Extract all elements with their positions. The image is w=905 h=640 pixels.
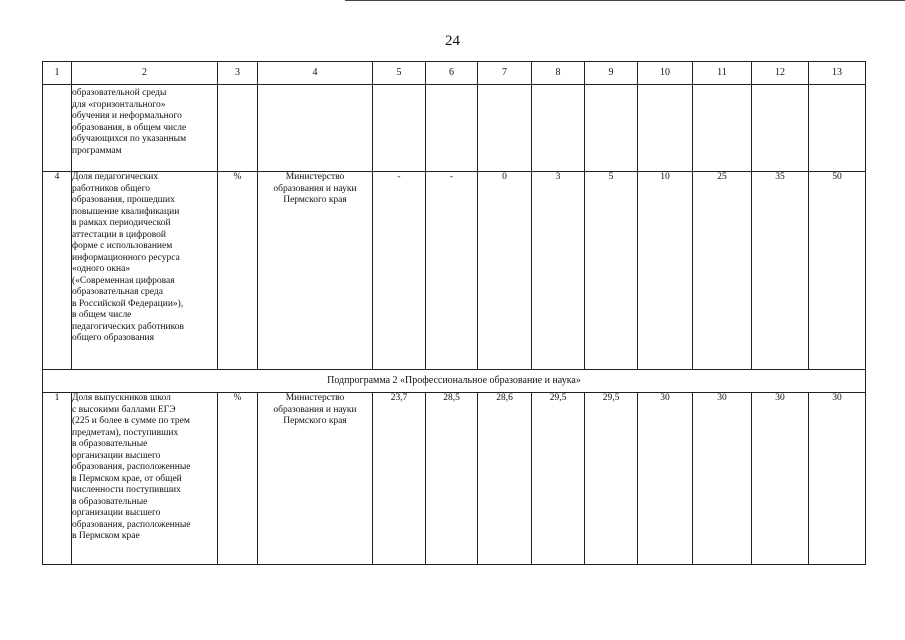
- table-row-indicator-4: [43, 172, 866, 370]
- value-cell: 23,7: [373, 393, 426, 565]
- value-cell: 10: [638, 172, 693, 370]
- cell-empty: [752, 85, 809, 172]
- indicator-name: Доля педагогических работников общего образования, прошедших повышение квалификации в рамках периодической аттестации в цифровой форме с использованием информационного ресурса «одного окна» («Современная цифровая образовательная среда в Российской Федерации»), в общем числе педагогических работников общего образования: [72, 172, 185, 343]
- unit-cell: %: [218, 393, 258, 565]
- cell-empty: [218, 85, 258, 172]
- cell-empty: [638, 85, 693, 172]
- executor-cell: [258, 393, 373, 565]
- column-number: 8: [532, 62, 585, 85]
- executor-name: Министерство образования и науки Пермского края: [273, 172, 357, 205]
- value-cell: 30: [638, 393, 693, 565]
- executor-cell: [258, 172, 373, 370]
- subprogram-title: Подпрограмма 2 «Профессиональное образование и наука»: [43, 370, 866, 393]
- column-number: 7: [478, 62, 532, 85]
- page-number: 24: [445, 33, 460, 49]
- cell-empty: [43, 85, 72, 172]
- column-number: 13: [809, 62, 866, 85]
- indicator-name-cell: [72, 172, 218, 370]
- cell-empty: [532, 85, 585, 172]
- column-number: 10: [638, 62, 693, 85]
- value-cell: 28,5: [426, 393, 478, 565]
- cell-empty: [373, 85, 426, 172]
- indicator-number: 4: [43, 172, 72, 370]
- cell-empty: [585, 85, 638, 172]
- indicator-number: 1: [43, 393, 72, 565]
- value-cell: 35: [752, 172, 809, 370]
- value-cell: 29,5: [585, 393, 638, 565]
- value-cell: 29,5: [532, 393, 585, 565]
- value-cell: 5: [585, 172, 638, 370]
- value-cell: 30: [693, 393, 752, 565]
- column-number: 5: [373, 62, 426, 85]
- value-cell: 0: [478, 172, 532, 370]
- value-cell: -: [426, 172, 478, 370]
- column-number: 4: [258, 62, 373, 85]
- cell-empty: [426, 85, 478, 172]
- value-cell: 50: [809, 172, 866, 370]
- column-number: 1: [43, 62, 72, 85]
- cell-empty: [478, 85, 532, 172]
- column-number: 12: [752, 62, 809, 85]
- table-row-indicator-1: [43, 393, 866, 565]
- column-number: 3: [218, 62, 258, 85]
- table-row-continuation: [43, 85, 866, 172]
- cell-empty: [693, 85, 752, 172]
- value-cell: 30: [752, 393, 809, 565]
- value-cell: 25: [693, 172, 752, 370]
- indicator-name-cell: [72, 393, 218, 565]
- indicator-name: Доля выпускников школ с высокими баллами ЕГЭ (225 и более в сумме по трем предметам), поступивших в образовательные организации высшего образования, расположенные в Пермском крае, от общей численности поступивших в образовательные организации высшего образования, расположенные в Пермском крае: [72, 393, 191, 541]
- value-cell: -: [373, 172, 426, 370]
- cell-empty: [809, 85, 866, 172]
- column-number-row: [43, 62, 866, 85]
- column-number: 11: [693, 62, 752, 85]
- top-rule: [345, 0, 905, 1]
- column-number: 2: [72, 62, 218, 85]
- indicator-name-cell: [72, 85, 218, 172]
- column-number: 9: [585, 62, 638, 85]
- indicator-name: образовательной среды для «горизонтального» обучения и неформального образования, в общем числе обучающихся по указанным программам: [72, 88, 187, 156]
- value-cell: 30: [809, 393, 866, 565]
- unit-cell: %: [218, 172, 258, 370]
- column-number: 6: [426, 62, 478, 85]
- cell-empty: [258, 85, 373, 172]
- value-cell: 28,6: [478, 393, 532, 565]
- table-row-subprogram: [43, 370, 866, 393]
- indicators-table: [42, 61, 866, 565]
- value-cell: 3: [532, 172, 585, 370]
- executor-name: Министерство образования и науки Пермского края: [273, 393, 357, 426]
